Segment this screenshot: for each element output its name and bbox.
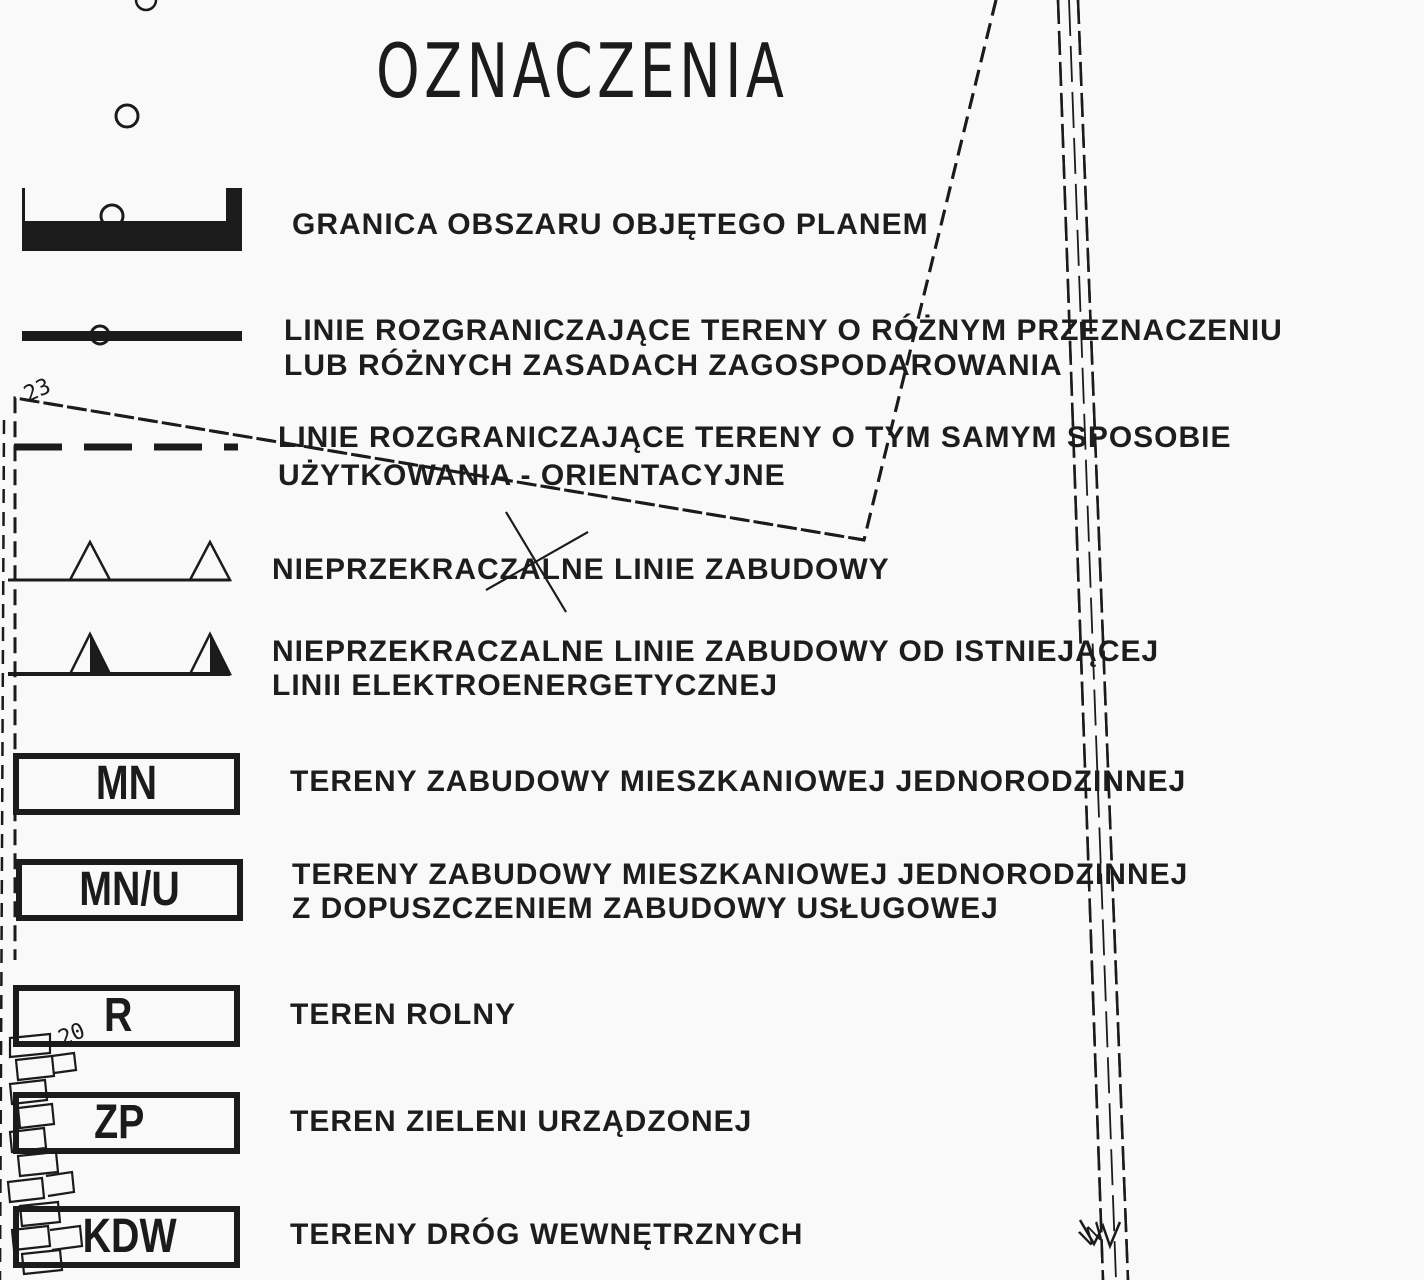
zone-code-mnu: MN/U <box>79 863 180 916</box>
zone-code-zp: ZP <box>94 1096 145 1149</box>
legend-description-zp <box>290 1104 752 1139</box>
zone-code-r: R <box>103 989 133 1042</box>
solid-line-symbol <box>20 320 246 352</box>
legend-title: OZNACZENIA <box>376 27 789 115</box>
map-point-marker-small <box>136 0 156 10</box>
zone-code-box-kdw <box>13 1206 240 1268</box>
legend-description-line: NIEPRZEKRACZALNE LINIE ZABUDOWY <box>272 553 890 586</box>
zone-code-kdw: KDW <box>82 1210 177 1263</box>
legend-description-line: NIEPRZEKRACZALNE LINIE ZABUDOWY OD ISTNIEJĄCEJ <box>272 635 1160 668</box>
legend-description-line: TERENY DRÓG WEWNĘTRZNYCH <box>290 1218 804 1251</box>
legend-description-plan-boundary <box>292 207 929 242</box>
dashed-line-symbol <box>10 438 242 456</box>
legend-description-building-lines-power <box>272 635 1159 703</box>
open-triangle-icon <box>190 542 230 580</box>
legend-description-line: LINII ELEKTROENERGETYCZNEJ <box>272 669 779 702</box>
legend-description-building-lines <box>272 552 890 587</box>
legend-description-line: UŻYTKOWANIA - ORIENTACYJNE <box>278 459 786 492</box>
map-dashed-left-edge <box>0 420 4 1280</box>
legend-description-mnu <box>292 858 1188 926</box>
map-point-marker <box>116 105 138 127</box>
zone-code-box-mn <box>13 753 240 815</box>
legend-description-line: TERENY ZABUDOWY MIESZKANIOWEJ JEDNORODZINNEJ <box>292 858 1189 891</box>
boundary-plan-symbol <box>20 186 246 254</box>
map-label-w: W <box>1075 1217 1110 1254</box>
legend-description-line: TERENY ZABUDOWY MIESZKANIOWEJ JEDNORODZINNEJ <box>290 765 1187 798</box>
legend-description-line: GRANICA OBSZARU OBJĘTEGO PLANEM <box>292 208 929 241</box>
map-label-23: 23 <box>20 373 55 408</box>
legend-description-kdw <box>290 1217 803 1252</box>
zone-code-box-zp <box>13 1092 240 1154</box>
open-triangle-icon <box>70 542 110 580</box>
legend-description-solid-lines <box>284 313 1283 383</box>
legend-description-line: LINIE ROZGRANICZAJĄCE TERENY O TYM SAMYM SPOSOBIE <box>278 421 1232 454</box>
zone-code-mn: MN <box>95 757 158 810</box>
legend-description-line: TEREN ROLNY <box>290 998 517 1031</box>
legend-description-dashed-lines <box>278 419 1232 495</box>
legend-description-line: LUB RÓŻNYCH ZASADACH ZAGOSPODAROWANIA <box>284 349 1063 382</box>
legend-description-line: TEREN ZIELENI URZĄDZONEJ <box>290 1105 753 1138</box>
legend-description-line: LINIE ROZGRANICZAJĄCE TERENY O RÓŻNYM PRZEZNACZENIU <box>284 314 1283 347</box>
building-line-half-filled-triangles-symbol <box>6 628 234 680</box>
map-label-20: 20 <box>54 1018 89 1052</box>
building-line-open-triangles-symbol <box>6 536 234 586</box>
zone-code-box-r <box>13 985 240 1047</box>
legend-description-line: Z DOPUSZCZENIEM ZABUDOWY USŁUGOWEJ <box>292 892 999 925</box>
zone-code-box-mnu <box>16 859 243 921</box>
legend-description-r <box>290 997 516 1032</box>
legend-description-mn <box>290 764 1186 799</box>
